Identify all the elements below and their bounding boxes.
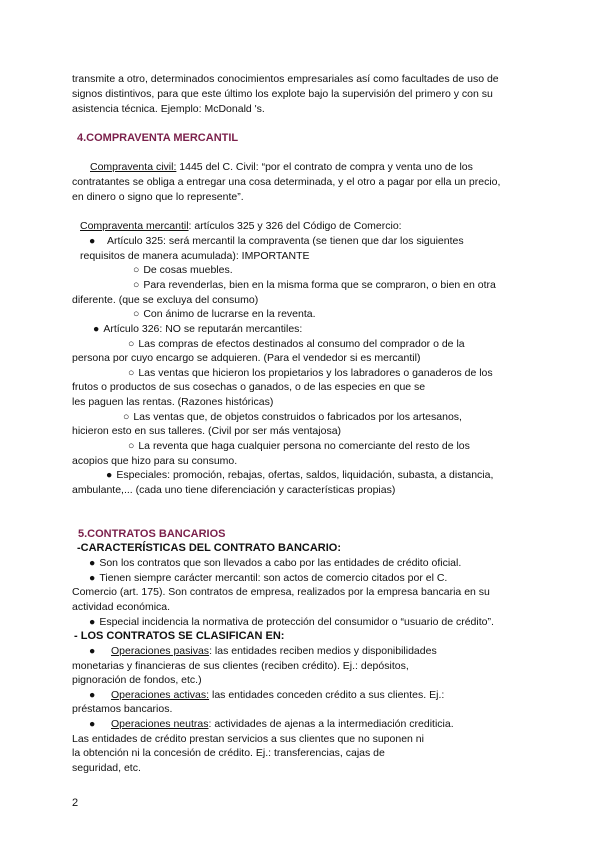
page-number: 2 [72, 797, 79, 809]
bullet-icon: ● [106, 469, 113, 481]
bullet-icon: ● [89, 689, 96, 701]
no-merc-4-text: La reventa que haga cualquier persona no comerciante del resto de los [138, 440, 470, 452]
activas-text: las entidades conceden crédito a sus clientes. Ej.: [209, 689, 445, 701]
pasivas-text: : las entidades reciben medios y disponibilidades [209, 645, 437, 657]
especiales-text: Especiales: promoción, rebajas, ofertas, saldos, liquidación, subasta, a distancia, [116, 469, 494, 481]
circle-bullet-icon: ○ [133, 279, 140, 291]
mercantil-line [80, 219, 402, 233]
art326-text: Artículo 326: NO se reputarán mercantiles: [103, 323, 303, 335]
carac-2-text: Tienen siempre carácter mercantil: son actos de comercio citados por el C. [99, 572, 448, 584]
neutras-line-4: seguridad, etc. [72, 762, 141, 774]
circle-bullet-icon: ○ [128, 367, 135, 379]
especiales-line-2: ambulante,... (cada uno tiene diferenciación y características propias) [72, 484, 396, 496]
bullet-icon: ● [89, 557, 96, 569]
circle-bullet-icon: ○ [133, 308, 140, 320]
activas-line-2: préstamos bancarios. [72, 703, 173, 715]
no-merc-3-text: Las ventas que, de objetos construidos o fabricados por los artesanos, [133, 411, 462, 423]
bullet-icon: ● [89, 235, 96, 247]
pasivas-label: Operaciones pasivas [111, 645, 210, 657]
civil-line-3: en dinero o signo que lo represente”. [72, 191, 244, 203]
intro-line-2: signos distintivos, para que este último los explote bajo la supervisión del primero y con su [72, 88, 493, 100]
circle-bullet-icon: ○ [133, 264, 140, 276]
civil-line-2: contratantes se obliga a entregar una cosa determinada, y el otro a pagar por ella un precio, [72, 176, 501, 188]
neutras-text: : actividades de ajenas a la intermediación crediticia. [208, 718, 454, 730]
no-merc-2-line-3: les paguen las rentas. (Razones históricas) [72, 396, 274, 408]
especiales-line-1 [106, 468, 493, 482]
carac-2-line-2: Comercio (art. 175). Son contratos de empresa, realizados por la empresa bancaria en su [72, 586, 490, 598]
carac-1-text: Son los contratos que son llevados a cabo por las entidades de crédito oficial. [99, 557, 462, 569]
no-merc-2-line-1 [128, 366, 493, 380]
art325-line-1 [89, 234, 464, 248]
neutras-line-1 [89, 717, 454, 731]
no-merc-2-line-2: frutos o productos de sus cosechas o ganados, o de las especies en que se [72, 381, 426, 393]
bullet-icon: ● [93, 323, 100, 335]
pasivas-line-1 [89, 644, 437, 658]
intro-line-3: asistencia técnica. Ejemplo: McDonald 's. [72, 103, 265, 115]
no-merc-3-line-1 [123, 410, 462, 424]
civil-line-1 [90, 160, 473, 174]
req-2-line-2: diferente. (que se excluya del consumo) [72, 294, 259, 306]
neutras-line-3: la obtención ni la concesión de crédito. Ej.: transferencias, cajas de [72, 747, 385, 759]
carac-1 [89, 556, 461, 570]
circle-bullet-icon: ○ [128, 338, 135, 350]
bullet-icon: ● [89, 718, 96, 730]
section-5-heading: 5.CONTRATOS BANCARIOS [78, 528, 226, 540]
req-1 [133, 263, 233, 277]
no-merc-1-line-2: persona por cuyo encargo se adquieren. (Para el vendedor si es mercantil) [72, 352, 421, 364]
no-merc-1-text: Las compras de efectos destinados al consumo del comprador o de la [138, 338, 465, 350]
no-merc-2-text: Las ventas que hicieron los propietarios y los labradores o ganaderos de los [138, 367, 493, 379]
req-2-text: Para revenderlas, bien en la misma forma que se compraron, o bien en otra [143, 279, 496, 291]
mercantil-label: Compraventa mercantil [80, 220, 189, 232]
req-2-line-1 [133, 278, 496, 292]
bullet-icon: ● [89, 645, 96, 657]
neutras-line-2: Las entidades de crédito prestan servicios a sus clientes que no suponen ni [72, 733, 424, 745]
art325-line-2: requisitos de manera acumulada): IMPORTANTE [80, 250, 310, 262]
bullet-icon: ● [89, 572, 96, 584]
activas-line-1 [89, 688, 444, 702]
caracteristicas-heading: -CARACTERÍSTICAS DEL CONTRATO BANCARIO: [77, 542, 341, 554]
pasivas-line-2: monetarias y financieras de sus clientes (reciben crédito). Ej.: depósitos, [72, 660, 409, 672]
activas-label: Operaciones activas: [111, 689, 210, 701]
req-3 [133, 307, 316, 321]
no-merc-4-line-1 [128, 439, 470, 453]
civil-text: 1445 del C. Civil: “por el contrato de compra y venta uno de los [176, 161, 473, 173]
circle-bullet-icon: ○ [128, 440, 135, 452]
clasificacion-heading: - LOS CONTRATOS SE CLASIFICAN EN: [74, 630, 285, 642]
mercantil-text: : artículos 325 y 326 del Código de Comercio: [188, 220, 402, 232]
no-merc-4-line-2: acopios que hizo para su consumo. [72, 455, 238, 467]
circle-bullet-icon: ○ [123, 411, 130, 423]
no-merc-3-line-2: hicieron esto en sus talleres. (Civil por ser más ventajosa) [72, 425, 342, 437]
art326-line [93, 322, 302, 336]
bullet-icon: ● [89, 616, 96, 628]
neutras-label: Operaciones neutras [111, 718, 209, 730]
carac-3 [89, 615, 494, 629]
intro-line-1: transmite a otro, determinados conocimientos empresariales así como facultades de uso de [72, 73, 499, 85]
req-1-text: De cosas muebles. [143, 264, 233, 276]
carac-2-line-1 [89, 571, 447, 585]
section-4-heading: 4.COMPRAVENTA MERCANTIL [77, 132, 239, 144]
no-merc-1-line-1 [128, 337, 465, 351]
carac-3-text: Especial incidencia la normativa de protección del consumidor o “usuario de crédito”. [99, 616, 494, 628]
carac-2-line-3: actividad económica. [72, 601, 171, 613]
art325-text: Artículo 325: será mercantil la compraventa (se tienen que dar los siguientes [107, 235, 464, 247]
pasivas-line-3: pignoración de fondos, etc.) [72, 674, 202, 686]
req-3-text: Con ánimo de lucrarse en la reventa. [143, 308, 316, 320]
civil-label: Compraventa civil: [90, 161, 177, 173]
